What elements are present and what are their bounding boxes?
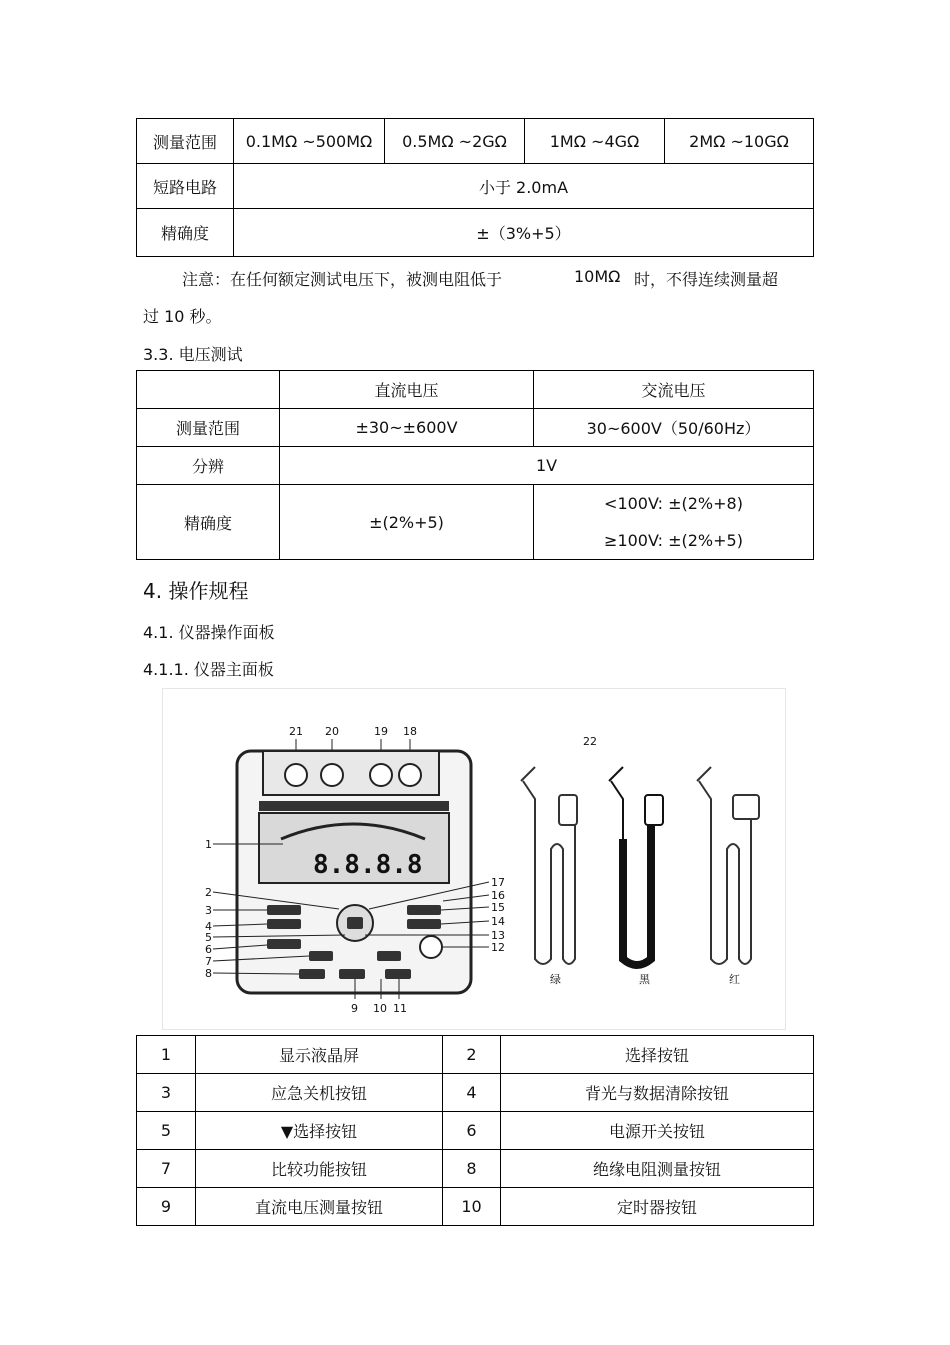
legend-number: 2 <box>443 1036 501 1074</box>
instrument-panel-drawing <box>163 689 785 1029</box>
terminal-socket <box>370 764 392 786</box>
lead-label-red: 红 <box>729 973 740 986</box>
legend-text: ▼选择按钮 <box>196 1112 443 1150</box>
lead-label-green: 绿 <box>550 973 561 986</box>
lcd-digits: 8.8.8.8 <box>313 850 423 880</box>
lead-label-black: 黑 <box>639 973 650 986</box>
terminal-socket <box>285 764 307 786</box>
legend-text: 比较功能按钮 <box>196 1150 443 1188</box>
callout-11: 11 <box>393 1002 407 1015</box>
table-cell-multiline <box>534 485 814 560</box>
table-label: 短路电路 <box>137 164 234 209</box>
callout-3: 3 <box>205 904 212 917</box>
table-cell: 小于 2.0mA <box>234 164 814 209</box>
table-header: 交流电压 <box>534 371 814 409</box>
ac-accuracy-line-1: <100V: ±(2%+8) <box>604 494 743 513</box>
table-cell: ±30~±600V <box>280 409 534 447</box>
test-lead-black <box>609 767 663 965</box>
test-lead-green <box>521 767 577 964</box>
legend-number: 5 <box>137 1112 196 1150</box>
section-heading-4: 4. 操作规程 <box>143 579 249 603</box>
note-line-1a: 注意：在任何额定测试电压下，被测电阻低于 <box>182 270 503 289</box>
button <box>407 919 441 929</box>
table-header: 直流电压 <box>280 371 534 409</box>
legend-text: 背光与数据清除按钮 <box>501 1074 814 1112</box>
callout-18: 18 <box>403 725 417 738</box>
table-cell: 30~600V（50/60Hz） <box>534 409 814 447</box>
callout-15: 15 <box>491 901 505 914</box>
legend-text: 应急关机按钮 <box>196 1074 443 1112</box>
legend-text: 显示液晶屏 <box>196 1036 443 1074</box>
instrument-panel-figure <box>162 688 786 1030</box>
button <box>407 905 441 915</box>
legend-number: 3 <box>137 1074 196 1112</box>
legend-text: 绝缘电阻测量按钮 <box>501 1150 814 1188</box>
callout-16: 16 <box>491 889 505 902</box>
section-heading-3-3: 3.3. 电压测试 <box>143 345 243 364</box>
test-lead-red <box>697 767 759 964</box>
callout-5: 5 <box>205 931 212 944</box>
button <box>309 951 333 961</box>
callout-17: 17 <box>491 876 505 889</box>
button <box>267 919 301 929</box>
callout-4: 4 <box>205 920 212 933</box>
section-heading-4-1-1: 4.1.1. 仪器主面板 <box>143 660 274 679</box>
callout-10: 10 <box>373 1002 387 1015</box>
voltage-test-table <box>136 370 814 560</box>
legend-text: 电源开关按钮 <box>501 1112 814 1150</box>
callout-1: 1 <box>205 838 212 851</box>
button <box>385 969 411 979</box>
table-cell: ±(2%+5) <box>280 485 534 560</box>
button <box>377 951 401 961</box>
callout-7: 7 <box>205 955 212 968</box>
section-heading-4-1: 4.1. 仪器操作面板 <box>143 623 275 642</box>
legend-number: 6 <box>443 1112 501 1150</box>
resistance-range-table <box>136 118 814 257</box>
button <box>339 969 365 979</box>
callout-22: 22 <box>583 735 597 748</box>
terminal-socket <box>321 764 343 786</box>
brand-strip <box>259 801 449 811</box>
note-line-1b: 10MΩ <box>574 267 621 286</box>
table-label: 测量范围 <box>137 119 234 164</box>
table-header <box>137 371 280 409</box>
ac-accuracy-line-2: ≥100V: ±(2%+5) <box>604 531 743 550</box>
table-label: 精确度 <box>137 485 280 560</box>
note-line-1c: 时，不得连续测量超 <box>634 270 779 289</box>
callout-12: 12 <box>491 941 505 954</box>
terminal-socket <box>399 764 421 786</box>
callout-20: 20 <box>325 725 339 738</box>
table-cell: 1V <box>280 447 814 485</box>
table-cell: ±（3%+5） <box>234 209 814 257</box>
legend-number: 8 <box>443 1150 501 1188</box>
callout-21: 21 <box>289 725 303 738</box>
legend-number: 1 <box>137 1036 196 1074</box>
legend-text: 定时器按钮 <box>501 1188 814 1226</box>
table-label: 测量范围 <box>137 409 280 447</box>
legend-number: 4 <box>443 1074 501 1112</box>
callout-2: 2 <box>205 886 212 899</box>
table-label: 精确度 <box>137 209 234 257</box>
nav-center-button <box>347 917 363 929</box>
legend-number: 10 <box>443 1188 501 1226</box>
legend-number: 9 <box>137 1188 196 1226</box>
callout-9: 9 <box>351 1002 358 1015</box>
callout-19: 19 <box>374 725 388 738</box>
note-line-2: 过 10 秒。 <box>143 307 222 326</box>
test-button <box>420 936 442 958</box>
table-cell: 0.5MΩ ~2GΩ <box>385 119 525 164</box>
callout-8: 8 <box>205 967 212 980</box>
table-cell: 2MΩ ~10GΩ <box>665 119 814 164</box>
table-label: 分辨 <box>137 447 280 485</box>
callout-14: 14 <box>491 915 505 928</box>
button <box>299 969 325 979</box>
legend-number: 7 <box>137 1150 196 1188</box>
button <box>267 939 301 949</box>
table-cell: 0.1MΩ ~500MΩ <box>234 119 385 164</box>
callout-6: 6 <box>205 943 212 956</box>
button <box>267 905 301 915</box>
legend-text: 直流电压测量按钮 <box>196 1188 443 1226</box>
callout-13: 13 <box>491 929 505 942</box>
panel-legend-table <box>136 1035 814 1226</box>
legend-text: 选择按钮 <box>501 1036 814 1074</box>
table-cell: 1MΩ ~4GΩ <box>525 119 665 164</box>
